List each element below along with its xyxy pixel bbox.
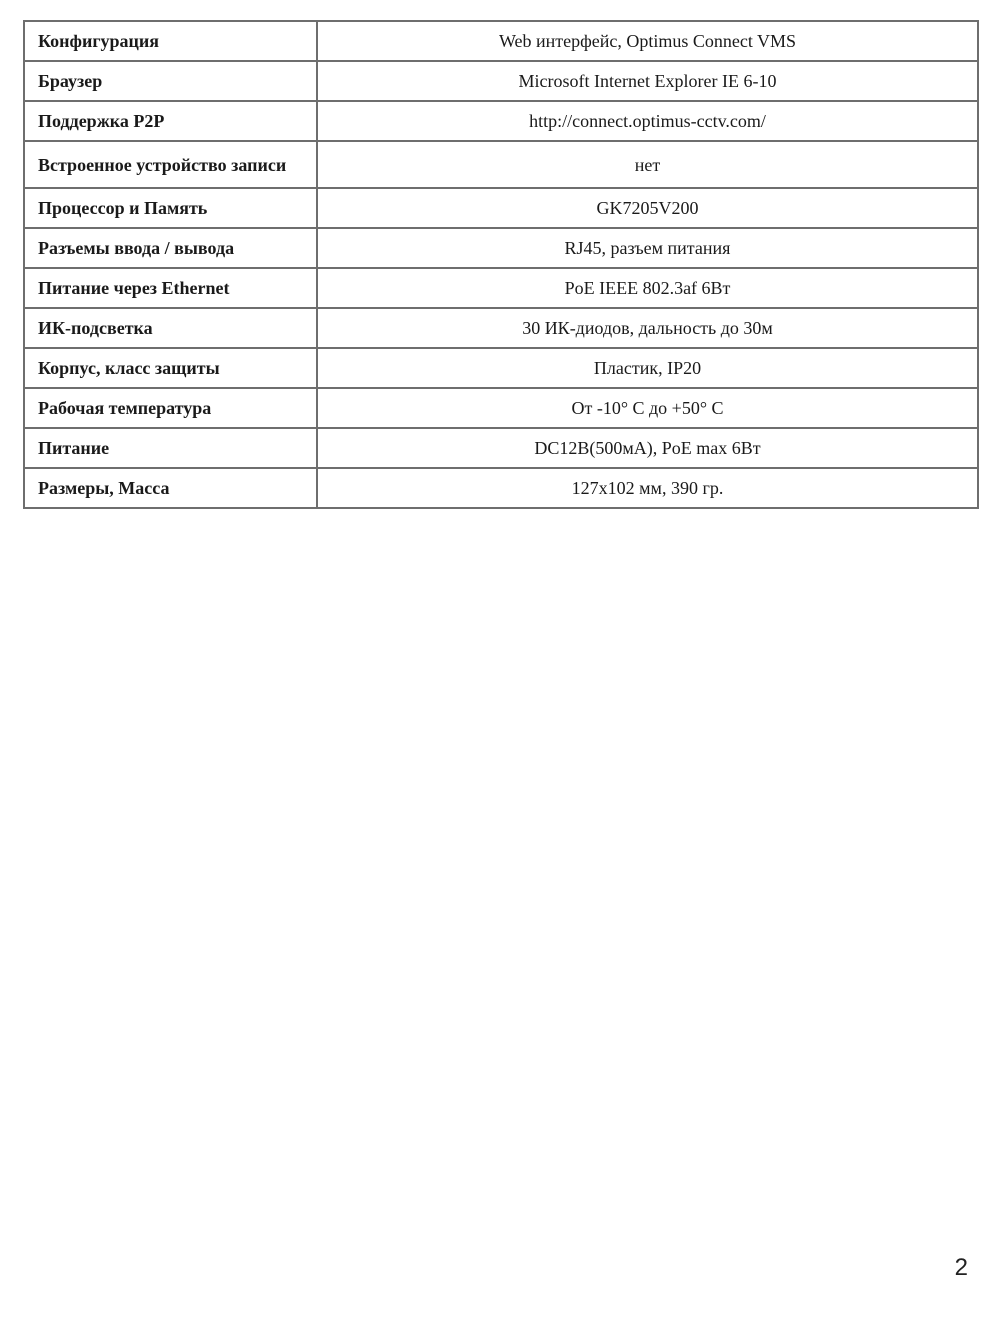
spec-label: Корпус, класс защиты <box>24 348 317 388</box>
spec-value: 30 ИК-диодов, дальность до 30м <box>317 308 978 348</box>
spec-label: Разъемы ввода / вывода <box>24 228 317 268</box>
specifications-table <box>23 20 979 509</box>
spec-label: Питание <box>24 428 317 468</box>
table-row <box>24 348 978 388</box>
spec-value: RJ45, разъем питания <box>317 228 978 268</box>
spec-value: http://connect.optimus-cctv.com/ <box>317 101 978 141</box>
table-row <box>24 388 978 428</box>
spec-label: Поддержка P2P <box>24 101 317 141</box>
spec-value: От -10° C до +50° C <box>317 388 978 428</box>
spec-label: Питание через Ethernet <box>24 268 317 308</box>
spec-value: PoE IEEE 802.3af 6Вт <box>317 268 978 308</box>
table-row <box>24 101 978 141</box>
table-row <box>24 228 978 268</box>
spec-value: Microsoft Internet Explorer IE 6-10 <box>317 61 978 101</box>
table-row <box>24 141 978 188</box>
spec-label: Встроенное устройство записи <box>24 141 317 188</box>
spec-label: Процессор и Память <box>24 188 317 228</box>
page-number: 2 <box>954 1254 968 1281</box>
table-row <box>24 61 978 101</box>
spec-label: Рабочая температура <box>24 388 317 428</box>
spec-value: Пластик, IP20 <box>317 348 978 388</box>
spec-value: Web интерфейс, Optimus Connect VMS <box>317 21 978 61</box>
table-row <box>24 308 978 348</box>
spec-value: GK7205V200 <box>317 188 978 228</box>
table-row <box>24 428 978 468</box>
table-row <box>24 268 978 308</box>
spec-label: ИК-подсветка <box>24 308 317 348</box>
spec-label: Браузер <box>24 61 317 101</box>
table-row <box>24 21 978 61</box>
spec-value: 127x102 мм, 390 гр. <box>317 468 978 508</box>
table-row <box>24 188 978 228</box>
spec-value: нет <box>317 141 978 188</box>
spec-label: Конфигурация <box>24 21 317 61</box>
spec-label: Размеры, Масса <box>24 468 317 508</box>
spec-value: DC12В(500мА), PoE max 6Вт <box>317 428 978 468</box>
table-row <box>24 468 978 508</box>
